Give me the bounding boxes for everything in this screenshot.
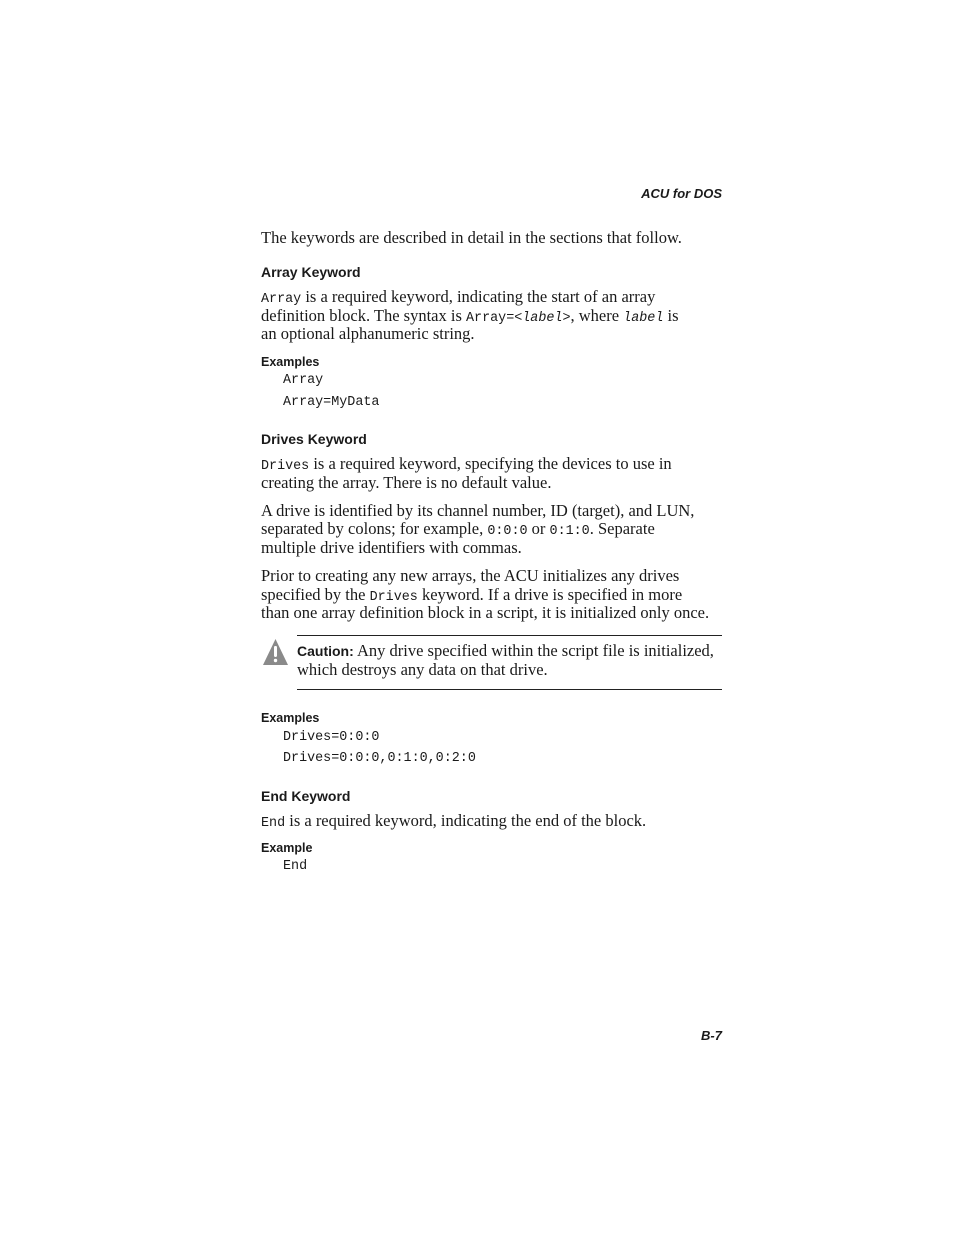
array-paragraph-line-1: Array is a required keyword, indicating the start of an array <box>261 287 656 307</box>
drives-example-2: Drives=0:0:0,0:1:0,0:2:0 <box>283 751 476 766</box>
array-example-1: Array <box>283 373 324 388</box>
array-paragraph-line-3: an optional alphanumeric string. <box>261 324 475 343</box>
drives-p2-line-2: separated by colons; for example, 0:0:0 or 0:1:0. Separate <box>261 519 655 539</box>
array-code: Array <box>261 292 302 307</box>
intro-paragraph: The keywords are described in detail in the sections that follow. <box>261 228 682 247</box>
caution-top-rule <box>297 635 722 636</box>
running-header: ACU for DOS <box>641 186 722 201</box>
array-examples-heading: Examples <box>261 355 320 369</box>
drives-p1-line-1: Drives is a required keyword, specifying the devices to use in <box>261 454 672 474</box>
drives-example-1: Drives=0:0:0 <box>283 730 380 745</box>
array-paragraph-line-2: definition block. The syntax is Array=<label>, where label is <box>261 306 679 326</box>
caution-bottom-rule <box>297 689 722 690</box>
warning-icon <box>262 638 289 666</box>
drives-examples-heading: Examples <box>261 711 320 725</box>
end-paragraph-line-1: End is a required keyword, indicating the end of the block. <box>261 811 647 831</box>
caution-label: Caution: <box>297 643 354 659</box>
end-example-heading: Example <box>261 841 313 855</box>
caution-line-1: Caution: Any drive specified within the script file is initialized, <box>297 641 714 660</box>
drives-p3-line-1: Prior to creating any new arrays, the ACU initializes any drives <box>261 566 680 585</box>
drives-p1-line-2: creating the array. There is no default value. <box>261 473 552 492</box>
end-keyword-heading: End Keyword <box>261 788 351 804</box>
drives-p2-line-1: A drive is identified by its channel number, ID (target), and LUN, <box>261 501 695 520</box>
page-number: B-7 <box>701 1028 722 1043</box>
array-example-2: Array=MyData <box>283 395 380 410</box>
array-keyword-heading: Array Keyword <box>261 264 361 280</box>
end-example-1: End <box>283 859 308 874</box>
drives-keyword-heading: Drives Keyword <box>261 431 367 447</box>
caution-line-2: which destroys any data on that drive. <box>297 660 548 679</box>
drives-p2-line-3: multiple drive identifiers with commas. <box>261 538 522 557</box>
drives-p3-line-3: than one array definition block in a script, it is initialized only once. <box>261 603 710 622</box>
drives-p3-line-2: specified by the Drives keyword. If a drive is specified in more <box>261 585 683 605</box>
